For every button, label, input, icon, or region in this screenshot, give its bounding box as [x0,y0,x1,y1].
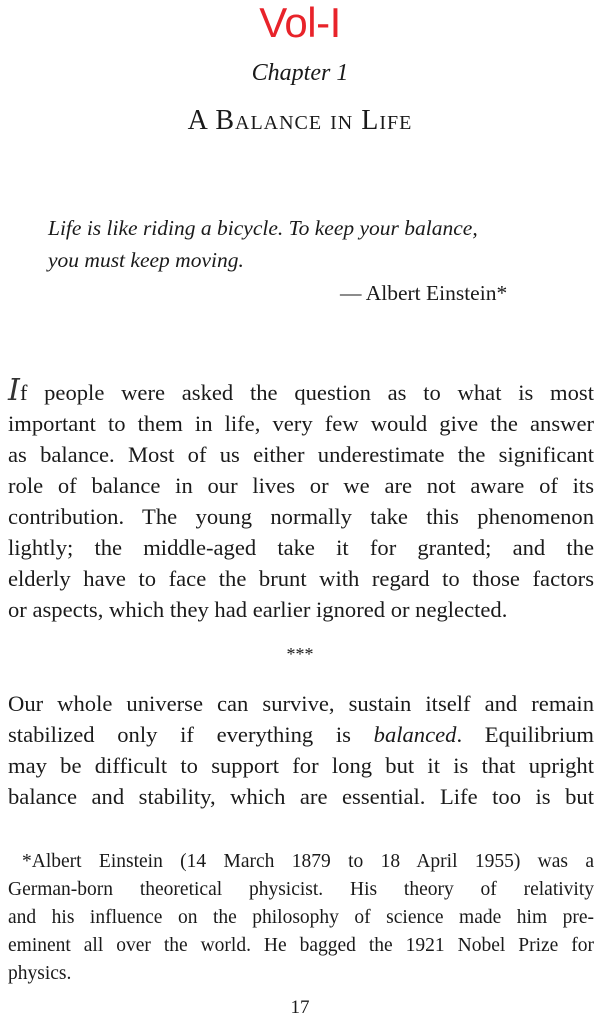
paragraph-1-line-7: elderly have to face the brunt with regard to those factors [8,566,594,591]
paragraph-2-line-4: balance and stability, which are essential. Life too is but [8,784,594,809]
footnote-line-4: eminent all over the world. He bagged the 1921 Nobel Prize for [8,935,594,956]
drop-cap: I [8,373,20,408]
paragraph-2-line-1: Our whole universe can survive, sustain itself and remain [8,691,594,716]
footnote [8,848,594,988]
paragraph-2-line-2 [8,719,594,750]
footnote-line-1: *Albert Einstein (14 March 1879 to 18 April 1955) was a [22,851,594,872]
paragraph-1-line-5: contribution. The young normally take this phenomenon [8,504,594,529]
epigraph-line-1: Life is like riding a bicycle. To keep your balance, [48,216,478,240]
paragraph-2-line-3: may be difficult to support for long but it is that upright [8,753,594,778]
paragraph-1-line-1-text: f people were asked the question as to what is most [19,380,594,405]
paragraph-1-line-1 [8,375,594,408]
page-number: 17 [290,997,310,1018]
footnote-line-3: and his influence on the philosophy of science made him pre- [8,907,594,928]
paragraph-1-line-6: lightly; the middle-aged take it for granted; and the [8,535,594,560]
paragraph-1-line-2: important to them in life, very few would give the answer [8,411,594,436]
footnote-line-2: German-born theoretical physicist. His theory of relativity [8,879,594,900]
paragraph-2-line-2-pre: stabilized only if everything is [8,722,374,747]
volume-label: Vol-I [259,0,341,46]
chapter-title: A Balance in Life [187,105,413,136]
epigraph-attribution: — Albert Einstein* [340,281,508,305]
paragraph-1-line-8: or aspects, which they had earlier ignored or neglected. [8,597,508,622]
paragraph-1-line-3: as balance. Most of us either underestimate the significant [8,442,594,467]
paragraph-2-line-2-post: . Equilibrium [456,722,594,747]
paragraph-1 [8,375,594,625]
epigraph-quote [48,212,568,276]
paragraph-1-line-4: role of balance in our lives or we are not aware of its [8,473,594,498]
section-separator: *** [286,644,314,664]
chapter-number: Chapter 1 [251,60,349,86]
footnote-line-5: physics. [8,963,72,984]
emphasis-balanced: balanced [373,722,457,747]
epigraph-line-2: you must keep moving. [48,248,244,272]
paragraph-2 [8,688,594,812]
